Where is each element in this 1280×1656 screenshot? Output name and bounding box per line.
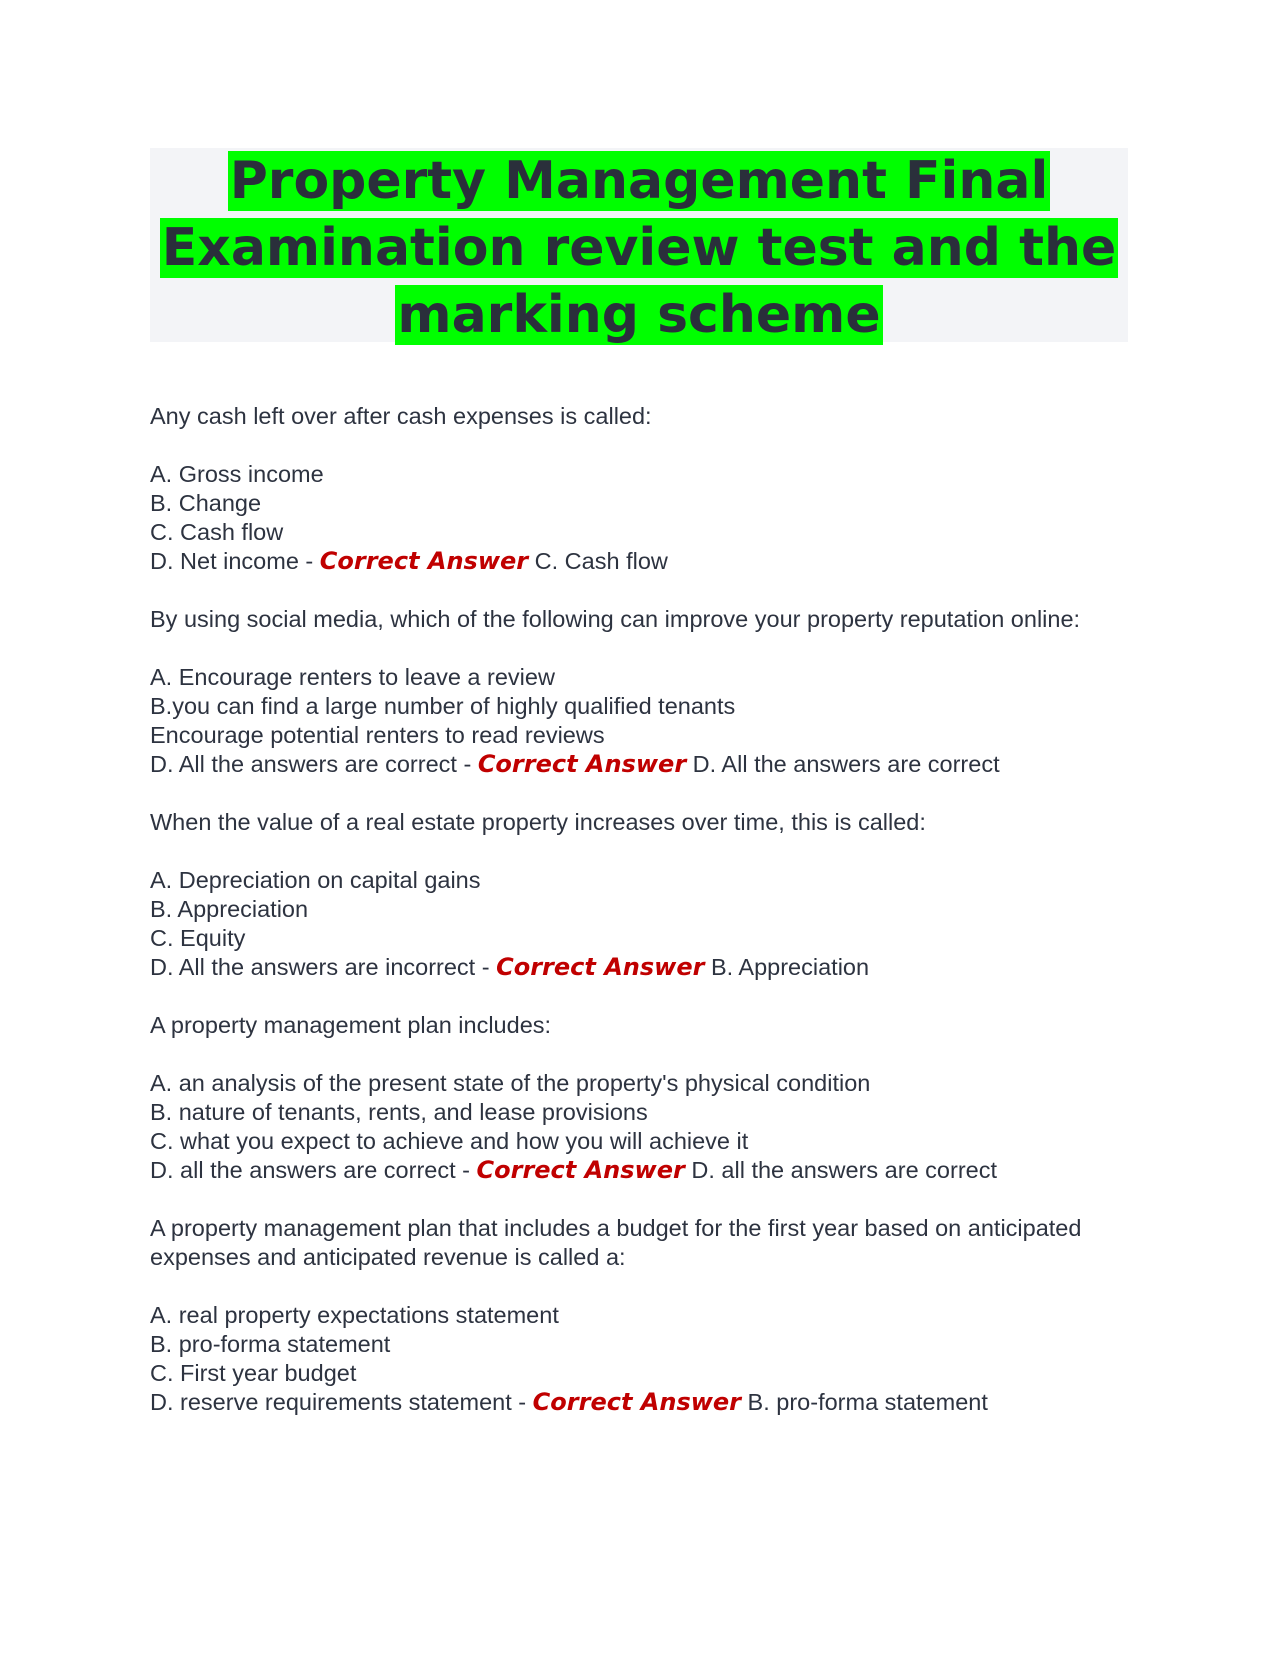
option-a: A. Depreciation on capital gains — [150, 867, 481, 893]
answer-text: D. All the answers are correct — [686, 751, 1000, 777]
correct-answer-label: Correct Answer — [476, 1156, 685, 1184]
option-b: B. nature of tenants, rents, and lease provisions — [150, 1099, 648, 1125]
option-d-with-answer — [150, 1156, 1130, 1185]
correct-answer-label: Correct Answer — [319, 547, 529, 575]
option-d: D. all the answers are correct - — [150, 1157, 477, 1183]
question-text: By using social media, which of the following can improve your property reputation online: — [150, 606, 1081, 632]
option-c: C. Cash flow — [150, 519, 284, 545]
question-4 — [150, 1011, 1130, 1185]
option-d-with-answer — [150, 750, 1130, 779]
question-text: Any cash left over after cash expenses is called: — [150, 403, 652, 429]
title-block — [150, 148, 1128, 345]
answer-text: C. Cash flow — [528, 548, 668, 574]
question-1 — [150, 402, 1130, 576]
correct-answer-label: Correct Answer — [477, 750, 687, 778]
answer-text: B. pro-forma statement — [741, 1389, 988, 1415]
question-2 — [150, 605, 1130, 779]
correct-answer-label: Correct Answer — [532, 1388, 742, 1416]
option-c: C. what you expect to achieve and how you will achieve it — [150, 1128, 749, 1154]
option-d-with-answer — [150, 547, 1130, 576]
question-text: A property management plan includes: — [150, 1012, 552, 1038]
option-c: Encourage potential renters to read reviews — [150, 722, 605, 748]
option-a: A. real property expectations statement — [150, 1302, 559, 1328]
option-d: D. reserve requirements statement - — [150, 1389, 533, 1415]
option-a: A. an analysis of the present state of the property's physical condition — [150, 1070, 871, 1096]
title-line-2: Examination review test and the — [161, 218, 1117, 278]
title-line-1: Property Management Final — [229, 151, 1049, 211]
option-b: B. Appreciation — [150, 896, 309, 922]
option-a: A. Encourage renters to leave a review — [150, 664, 555, 690]
option-d: D. Net income - — [150, 548, 320, 574]
correct-answer-label: Correct Answer — [496, 953, 705, 981]
question-text: A property management plan that includes a budget for the first year based on anticipated expenses and anticipated revenue is called a: — [150, 1215, 1082, 1270]
option-b: B. Change — [150, 490, 262, 516]
document-page — [150, 148, 1130, 1446]
question-list — [150, 402, 1130, 1417]
option-b: B. pro-forma statement — [150, 1331, 391, 1357]
option-b: B.you can find a large number of highly qualified tenants — [150, 693, 736, 719]
option-d-with-answer — [150, 1388, 1130, 1417]
option-d: D. All the answers are correct - — [150, 751, 478, 777]
answer-text: B. Appreciation — [704, 954, 870, 980]
question-5 — [150, 1214, 1130, 1417]
question-3 — [150, 808, 1130, 982]
title-line-3: marking scheme — [397, 285, 881, 345]
option-d: D. All the answers are incorrect - — [150, 954, 497, 980]
option-c: C. First year budget — [150, 1360, 357, 1386]
option-d-with-answer — [150, 953, 1130, 982]
option-c: C. Equity — [150, 925, 246, 951]
answer-text: D. all the answers are correct — [684, 1157, 997, 1183]
question-text: When the value of a real estate property increases over time, this is called: — [150, 809, 926, 835]
option-a: A. Gross income — [150, 461, 324, 487]
